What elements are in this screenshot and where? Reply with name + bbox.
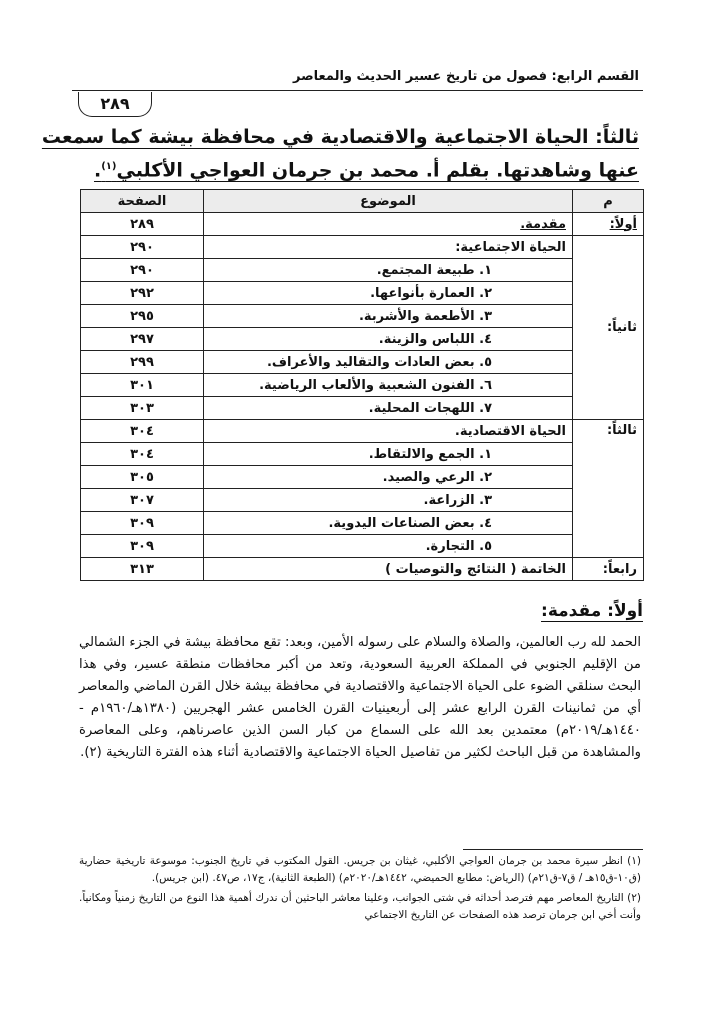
row-marker: ثانياً: bbox=[573, 236, 644, 420]
table-row bbox=[81, 236, 644, 259]
col-header-page: الصفحة bbox=[81, 190, 204, 213]
page-number: ٢٨٩ bbox=[78, 92, 152, 117]
row-page: ٢٩٢ bbox=[81, 282, 204, 305]
row-marker: ثالثاً: bbox=[573, 420, 644, 558]
table-row bbox=[81, 558, 644, 581]
col-header-topic: الموضوع bbox=[204, 190, 573, 213]
row-page: ٣٠٥ bbox=[81, 466, 204, 489]
table-row bbox=[81, 466, 644, 489]
row-page: ٢٩٩ bbox=[81, 351, 204, 374]
section-title-line1: ثالثاً: الحياة الاجتماعية والاقتصادية في محافظة بيشة كما سمعت bbox=[41, 126, 639, 148]
row-page: ٢٩٠ bbox=[81, 259, 204, 282]
row-topic: الحياة الاقتصادية. bbox=[204, 420, 573, 443]
footnote-ref-1: (١) bbox=[101, 161, 117, 172]
table-row bbox=[81, 305, 644, 328]
intro-paragraph: الحمد لله رب العالمين، والصلاة والسلام على رسوله الأمين، وبعد: تقع محافظة بيشة في الجزء الشمالي من الإقليم الجنوبي في المملكة العربية السعودية، وتعد من أكبر محافظات منطقة عسير، وفي هذا البحث سنلقي الضوء على الحياة الاجتماعية والاقتصادية في محافظة بيشة خلال القرن الماضي والمعاصر أي من ثمانينات القرن الرابع عشر إلى أربعينيات القرن الخامس عشر الهجريين (١٣٨٠هـ/١٩٦٠م - ١٤٤٠هـ/٢٠١٩م) معتمدين بعد الله على السماع من كبار السن الذين عاصرناهم، وعلى المعاصرة والمشاهدة من قبل الباحث لكثير من تفاصيل الحياة الاجتماعية والاقتصادية أثناء هذه الفترة التاريخية (٢). bbox=[79, 635, 641, 760]
row-topic: ٥. التجارة. bbox=[204, 535, 573, 558]
running-head: القسم الرابع: فصول من تاريخ عسير الحديث والمعاصر bbox=[293, 69, 639, 84]
table-header-row bbox=[81, 190, 644, 213]
table-row bbox=[81, 420, 644, 443]
row-topic: ٧. اللهجات المحلية. bbox=[204, 397, 573, 420]
section-title bbox=[41, 122, 639, 185]
table-row bbox=[81, 351, 644, 374]
table-row bbox=[81, 328, 644, 351]
row-page: ٣٠٧ bbox=[81, 489, 204, 512]
row-page: ٣٠٤ bbox=[81, 443, 204, 466]
row-topic: ٤. بعض الصناعات اليدوية. bbox=[204, 512, 573, 535]
row-marker: أولاً: bbox=[573, 213, 644, 236]
row-topic: ٤. اللباس والزينة. bbox=[204, 328, 573, 351]
row-topic: ٣. الزراعة. bbox=[204, 489, 573, 512]
table-row bbox=[81, 282, 644, 305]
table-row bbox=[81, 443, 644, 466]
row-page: ٣٠٣ bbox=[81, 397, 204, 420]
row-topic: ١. طبيعة المجتمع. bbox=[204, 259, 573, 282]
table-row bbox=[81, 535, 644, 558]
row-page: ٢٩٧ bbox=[81, 328, 204, 351]
table-row bbox=[81, 213, 644, 236]
row-topic: ٢. العمارة بأنواعها. bbox=[204, 282, 573, 305]
table-row bbox=[81, 374, 644, 397]
row-topic: ١. الجمع والالتقاط. bbox=[204, 443, 573, 466]
row-topic: ٦. الفنون الشعبية والألعاب الرياضية. bbox=[204, 374, 573, 397]
row-topic: ٢. الرعي والصيد. bbox=[204, 466, 573, 489]
intro-heading: أولاً: مقدمة: bbox=[541, 601, 643, 621]
row-page: ٢٨٩ bbox=[81, 213, 204, 236]
row-topic: الخاتمة ( النتائج والتوصيات ) bbox=[204, 558, 573, 581]
col-header-m: م bbox=[573, 190, 644, 213]
footnote-2: (٢) التاريخ المعاصر مهم فترصد أحداثه في شتى الجوانب، وعلينا معاشر الباحثين أن ندرك أهمية هذا النوع من التاريخ زمنياً ومكانياً. وأنت أخي ابن جرمان ترصد هذه الصفحات عن التاريخ الاجتماعي bbox=[79, 892, 641, 921]
section-title-line2-text: عنها وشاهدتها. بقلم أ. محمد بن جرمان العواجي الأكلبي bbox=[116, 159, 639, 182]
table-row bbox=[81, 512, 644, 535]
row-topic: مقدمة. bbox=[204, 213, 573, 236]
table-row bbox=[81, 397, 644, 420]
table-row bbox=[81, 489, 644, 512]
row-topic: ٣. الأطعمة والأشربة. bbox=[204, 305, 573, 328]
footnotes bbox=[79, 853, 641, 927]
row-page: ٢٩٥ bbox=[81, 305, 204, 328]
header-rule bbox=[72, 90, 643, 91]
table-row bbox=[81, 259, 644, 282]
row-page: ٢٩٠ bbox=[81, 236, 204, 259]
row-page: ٣٠٩ bbox=[81, 512, 204, 535]
footnote-1: (١) انظر سيرة محمد بن جرمان العواجي الأكلبي، غيثان بن جريس. القول المكتوب في تاريخ الجنوب: موسوعة تاريخية حضارية (ق١٠-ق١٥هـ / ق٧-ق٢١م) (الرياض: مطابع الحميضي، ١٤٤٢هـ/٢٠٢٠م) (الطبعة الثانية)، ج١٧، ص٤٧. (ابن جريس). bbox=[79, 855, 641, 884]
footnote-rule bbox=[463, 849, 643, 850]
contents-table bbox=[80, 189, 644, 581]
row-page: ٣٠٩ bbox=[81, 535, 204, 558]
row-marker: رابعاً: bbox=[573, 558, 644, 581]
row-page: ٣٠٤ bbox=[81, 420, 204, 443]
row-topic: ٥. بعض العادات والتقاليد والأعراف. bbox=[204, 351, 573, 374]
section-title-line2: عنها وشاهدتها. بقلم أ. محمد بن جرمان العواجي الأكلبي$^{(١)}$. bbox=[93, 159, 639, 182]
row-topic: الحياة الاجتماعية: bbox=[204, 236, 573, 259]
row-page: ٣٠١ bbox=[81, 374, 204, 397]
row-page: ٣١٣ bbox=[81, 558, 204, 581]
